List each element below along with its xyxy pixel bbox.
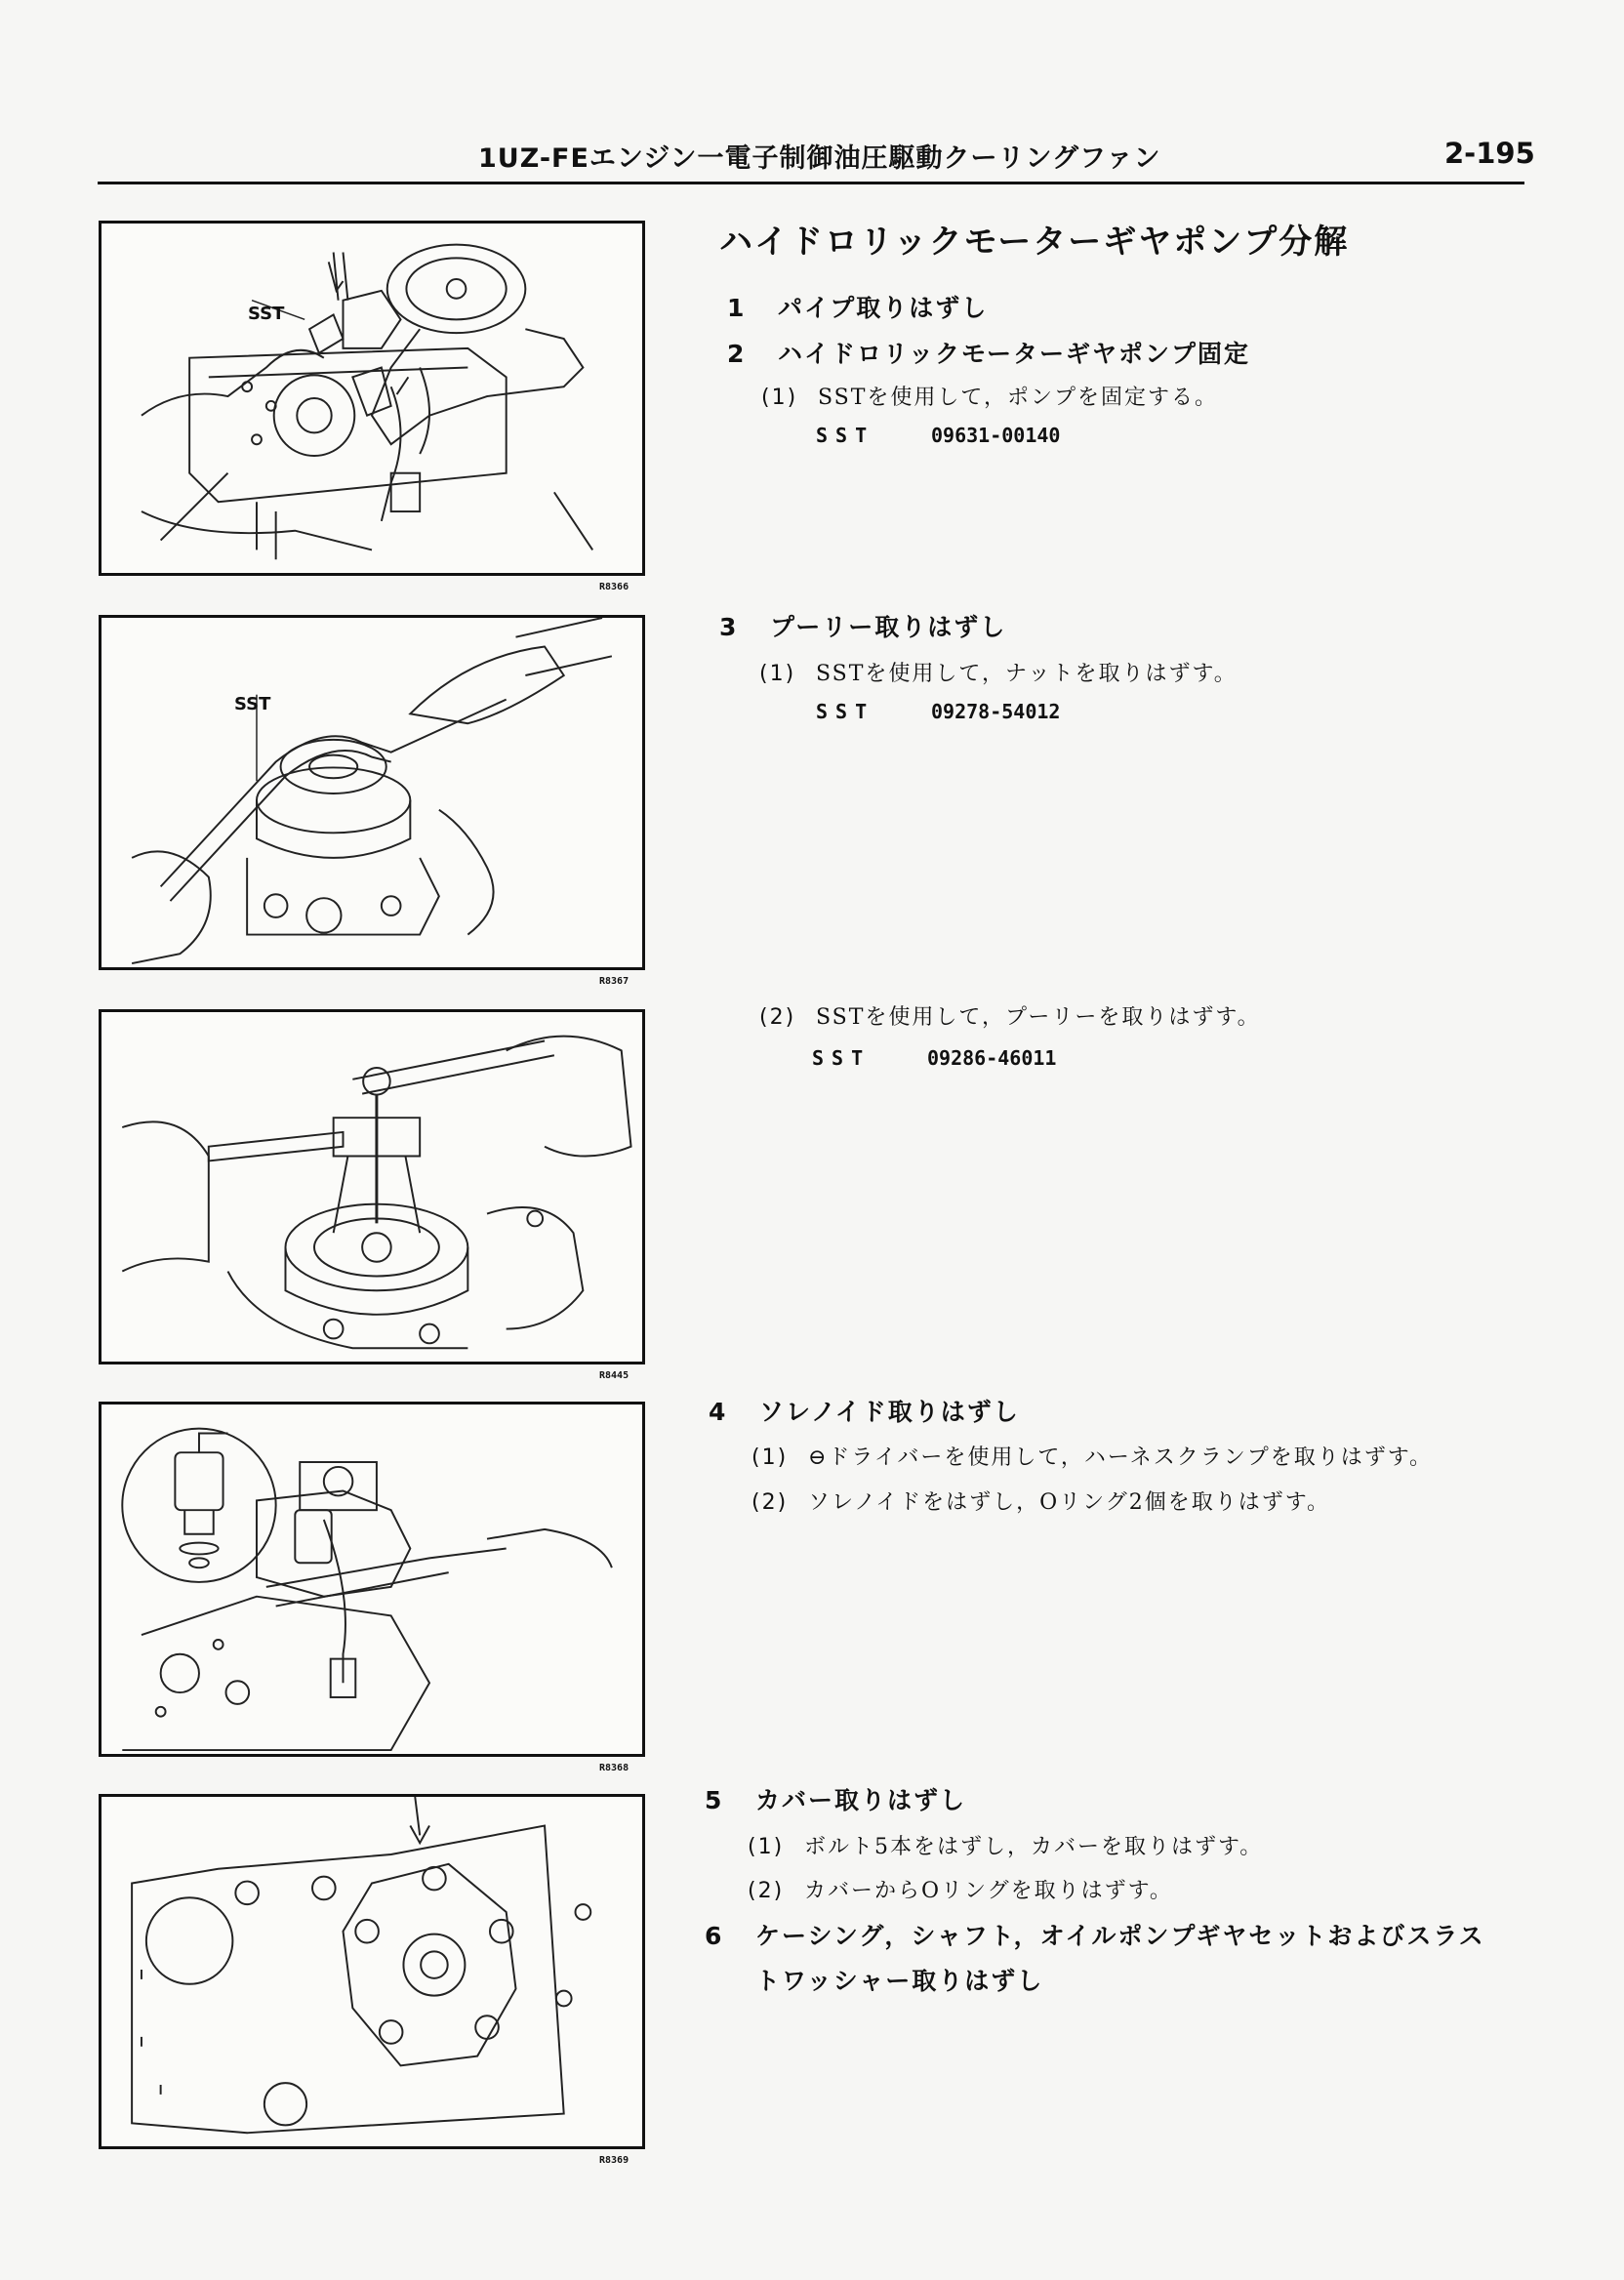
sst-line-3-2 bbox=[812, 1046, 1056, 1070]
substep-number: (1) bbox=[751, 1445, 789, 1470]
step-5 bbox=[705, 1781, 966, 1816]
substep-3-2 bbox=[759, 1000, 1261, 1031]
substep-2-1 bbox=[761, 381, 1218, 411]
substep-text: SSTを使用して，ポンプを固定する。 bbox=[818, 386, 1218, 410]
step-number: 2 bbox=[727, 340, 747, 368]
substep-text: ボルト5本をはずし，カバーを取りはずす。 bbox=[804, 1835, 1264, 1859]
header-rule bbox=[98, 182, 1524, 184]
substep-text: SSTを使用して，プーリーを取りはずす。 bbox=[816, 1005, 1261, 1030]
page-number: 2-195 bbox=[1444, 137, 1535, 170]
step-title: カバー取りはずし bbox=[755, 1786, 967, 1814]
substep-number: (2) bbox=[759, 1005, 796, 1030]
substep-text: SSTを使用して，ナットを取りはずす。 bbox=[816, 662, 1238, 686]
figure-cover-removal bbox=[99, 1794, 645, 2149]
step-title-line2: トワッシャー取りはずし bbox=[755, 1967, 1044, 1995]
substep-text: カバーからOリングを取りはずす。 bbox=[804, 1879, 1173, 1903]
substep-number: (1) bbox=[759, 662, 796, 686]
substep-5-2 bbox=[748, 1874, 1173, 1904]
step-1 bbox=[727, 289, 988, 324]
substep-text: ソレノイドをはずし，Oリング2個を取りはずす。 bbox=[808, 1490, 1330, 1515]
figure-code: R8445 bbox=[599, 1370, 629, 1381]
step-title: プーリー取りはずし bbox=[770, 613, 1007, 641]
figure-pump-fixed-in-sst bbox=[99, 221, 645, 576]
step-number: 6 bbox=[705, 1922, 724, 1950]
figure-pulley-puller bbox=[99, 1009, 645, 1364]
sst-label: SST bbox=[816, 700, 875, 723]
figure-code: R8368 bbox=[599, 1763, 629, 1773]
substep-4-1 bbox=[751, 1441, 1433, 1471]
step-6 bbox=[705, 1917, 1485, 1952]
step-number: 4 bbox=[709, 1398, 728, 1426]
step-number: 3 bbox=[719, 613, 739, 641]
step-title: ハイドロリックモーターギヤポンプ固定 bbox=[778, 340, 1251, 368]
substep-number: (1) bbox=[748, 1835, 785, 1859]
figure-code: R8369 bbox=[599, 2155, 629, 2166]
substep-5-1 bbox=[748, 1830, 1263, 1860]
sst-line-3-1 bbox=[816, 700, 1060, 723]
step-2 bbox=[727, 335, 1250, 370]
substep-3-1 bbox=[759, 657, 1238, 687]
sst-line-2 bbox=[816, 424, 1060, 447]
step-4 bbox=[709, 1393, 1020, 1428]
figure-nut-removal-with-wrench bbox=[99, 615, 645, 970]
step-title: パイプ取りはずし bbox=[778, 294, 989, 322]
sst-label: SST bbox=[816, 424, 875, 447]
substep-text: ⊖ドライバーを使用して，ハーネスクランプを取りはずす。 bbox=[808, 1445, 1434, 1470]
substep-number: (2) bbox=[748, 1879, 785, 1903]
sst-callout: SST bbox=[248, 304, 285, 324]
sst-code: 09278-54012 bbox=[931, 700, 1061, 723]
figure-code: R8366 bbox=[599, 582, 629, 592]
section-title: ハイドロリックモーターギヤポンプ分解 bbox=[719, 223, 1350, 262]
step-6-continued bbox=[755, 1962, 1043, 1997]
sst-label: SST bbox=[812, 1046, 872, 1070]
sst-callout: SST bbox=[234, 694, 271, 714]
step-title: ソレノイド取りはずし bbox=[759, 1398, 1020, 1426]
figure-solenoid-removal bbox=[99, 1402, 645, 1757]
figure-code: R8367 bbox=[599, 976, 629, 987]
header-title: 1UZ-FEエンジン一電子制御油圧駆動クーリングファン bbox=[478, 143, 1161, 174]
step-3 bbox=[719, 608, 1006, 643]
step-number: 5 bbox=[705, 1786, 724, 1814]
step-number: 1 bbox=[727, 294, 747, 322]
step-title: ケーシング，シャフト，オイルポンプギヤセットおよびスラス bbox=[755, 1922, 1485, 1950]
sst-code: 09631-00140 bbox=[931, 424, 1061, 447]
substep-number: (1) bbox=[761, 386, 798, 410]
substep-number: (2) bbox=[751, 1490, 789, 1515]
sst-code: 09286-46011 bbox=[927, 1046, 1057, 1070]
substep-4-2 bbox=[751, 1486, 1330, 1516]
